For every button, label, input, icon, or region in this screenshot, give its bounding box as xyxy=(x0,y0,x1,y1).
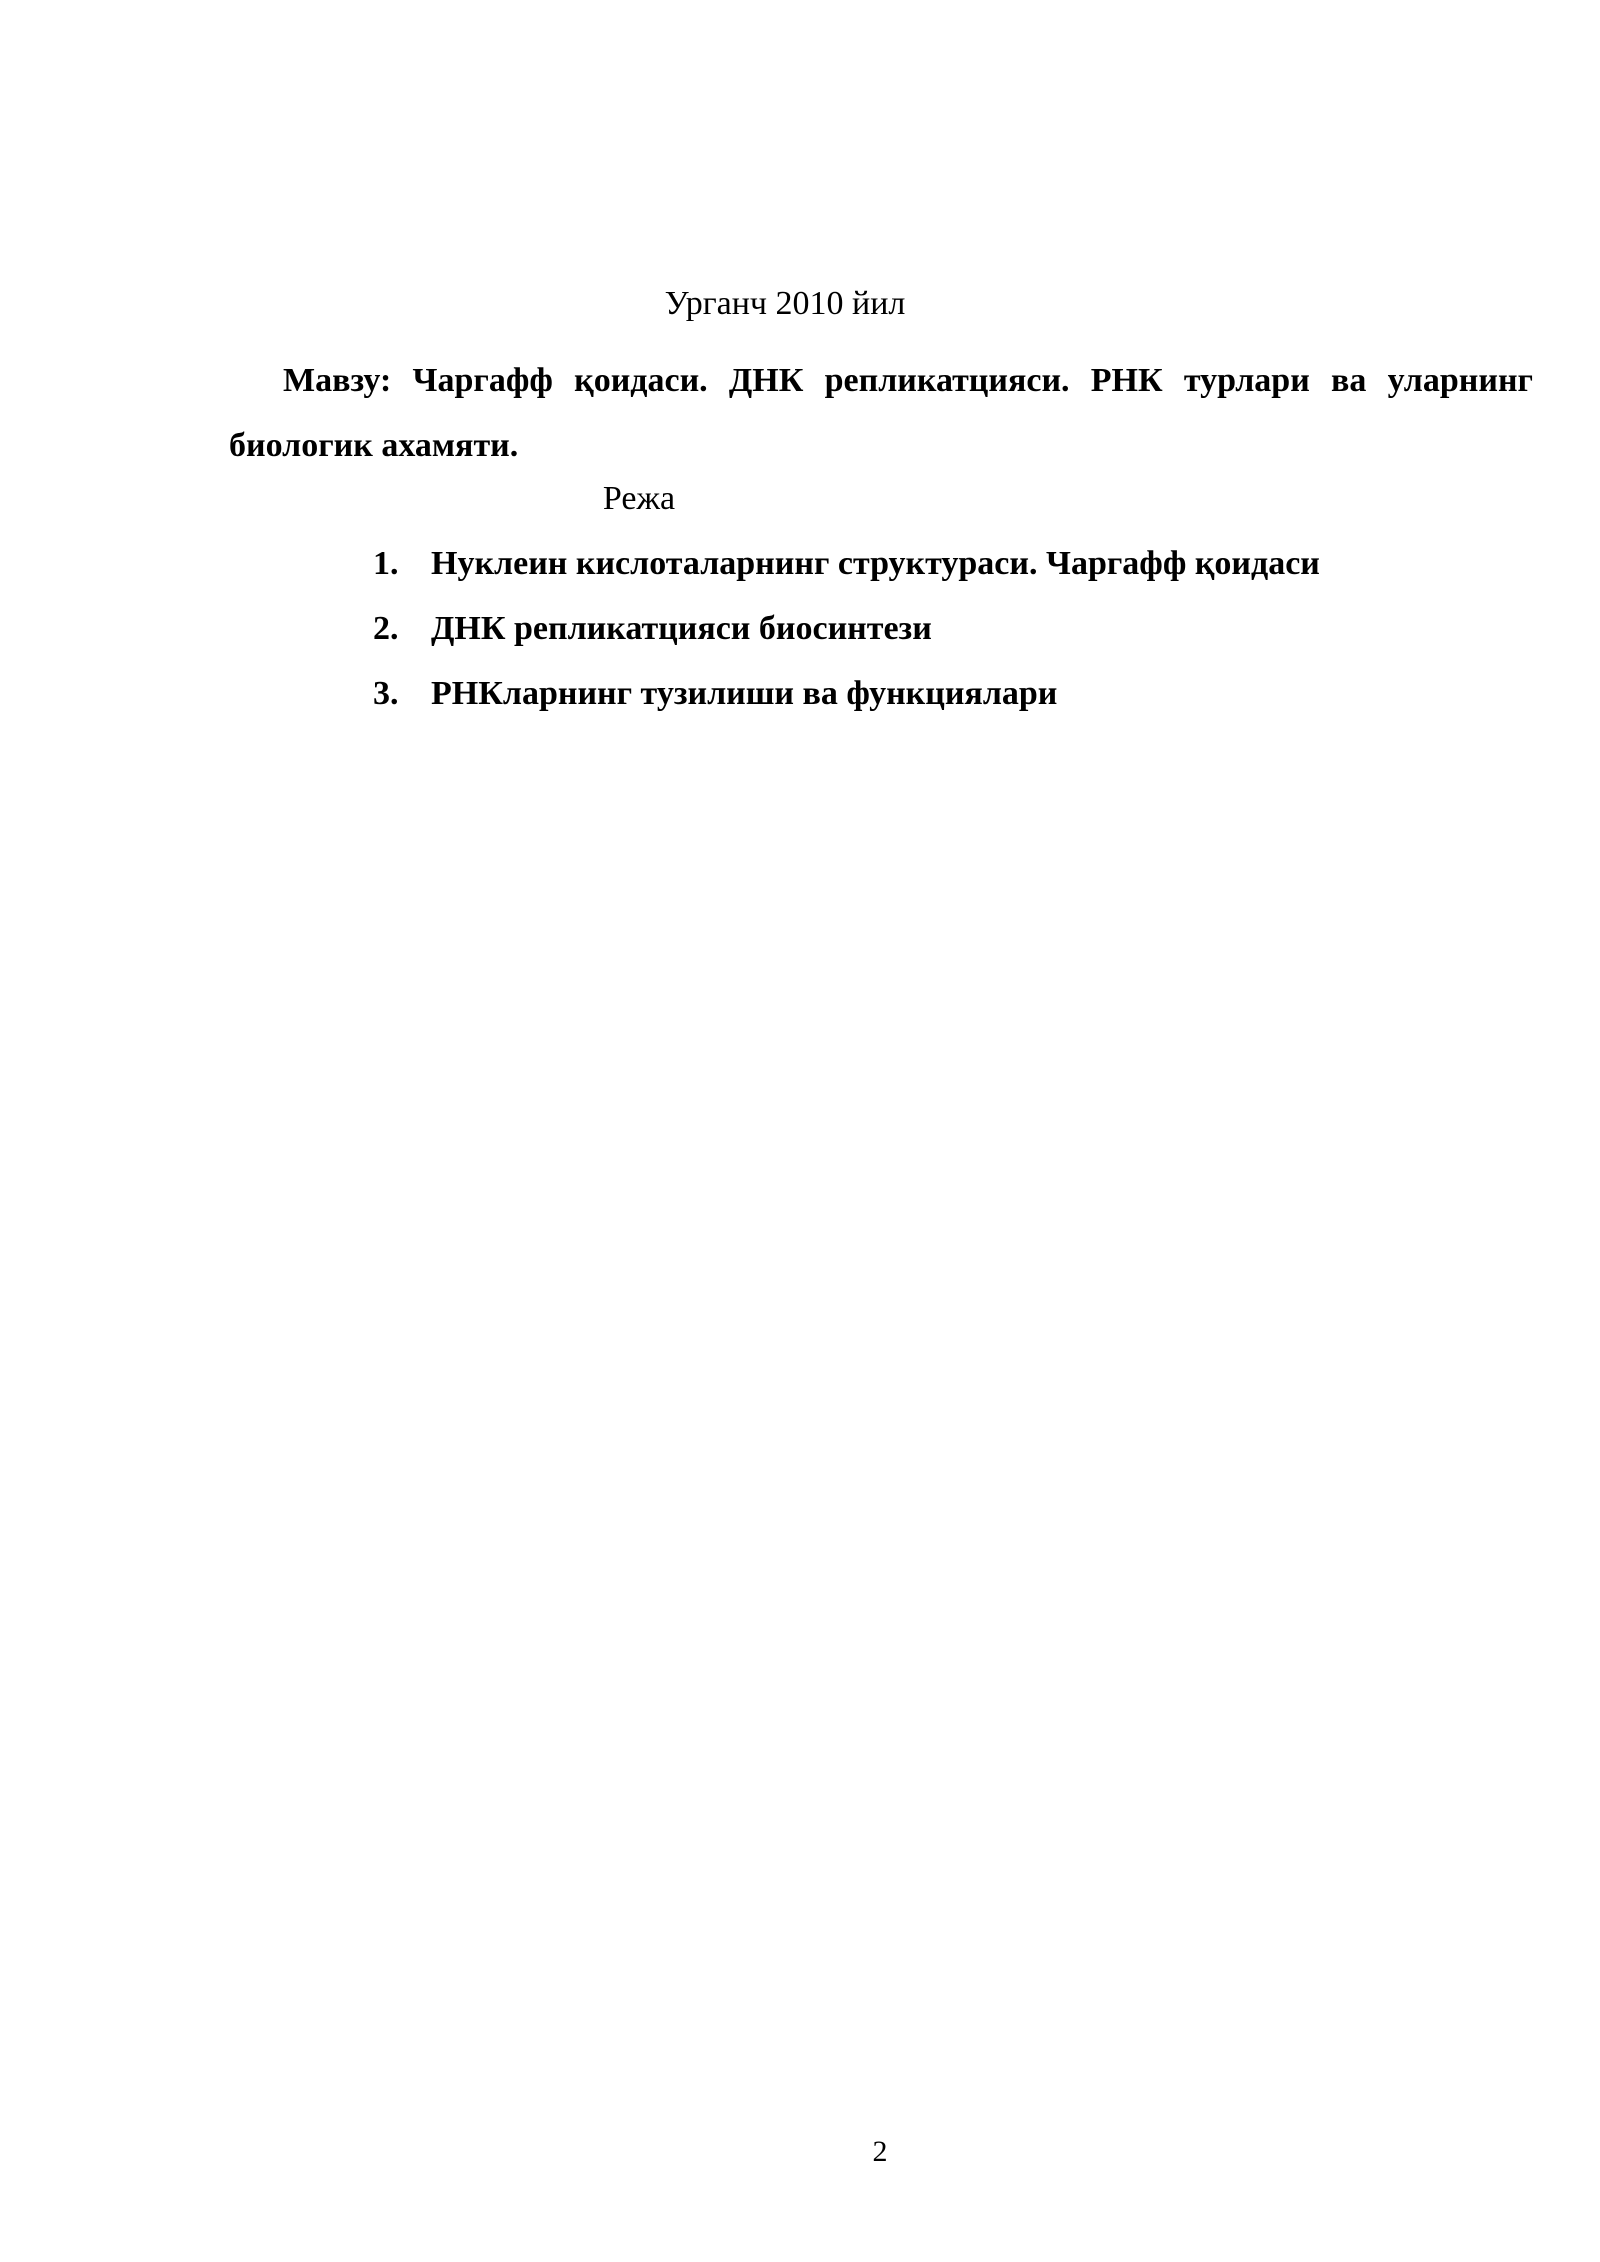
plan-item-text: Нуклеин кислоталарнинг структураси. Чаргафф қоидаси xyxy=(431,545,1320,582)
plan-item-number: 1. xyxy=(373,545,399,582)
plan-item-number: 2. xyxy=(373,610,399,647)
city-year-line: Урганч 2010 йил xyxy=(664,285,906,322)
page-number: 2 xyxy=(872,2135,888,2168)
plan-item-text: РНКларнинг тузилиши ва функциялари xyxy=(431,675,1058,712)
plan-item-text: ДНК репликатцияси биосинтези xyxy=(431,610,932,647)
plan-heading: Режа xyxy=(602,480,676,517)
topic-paragraph: Мавзу: Чаргафф қоидаси. ДНК репликатцияси. РНК турлари ва уларнинг биологик ахамяти. xyxy=(229,362,1533,464)
plan-item-number: 3. xyxy=(373,675,399,712)
